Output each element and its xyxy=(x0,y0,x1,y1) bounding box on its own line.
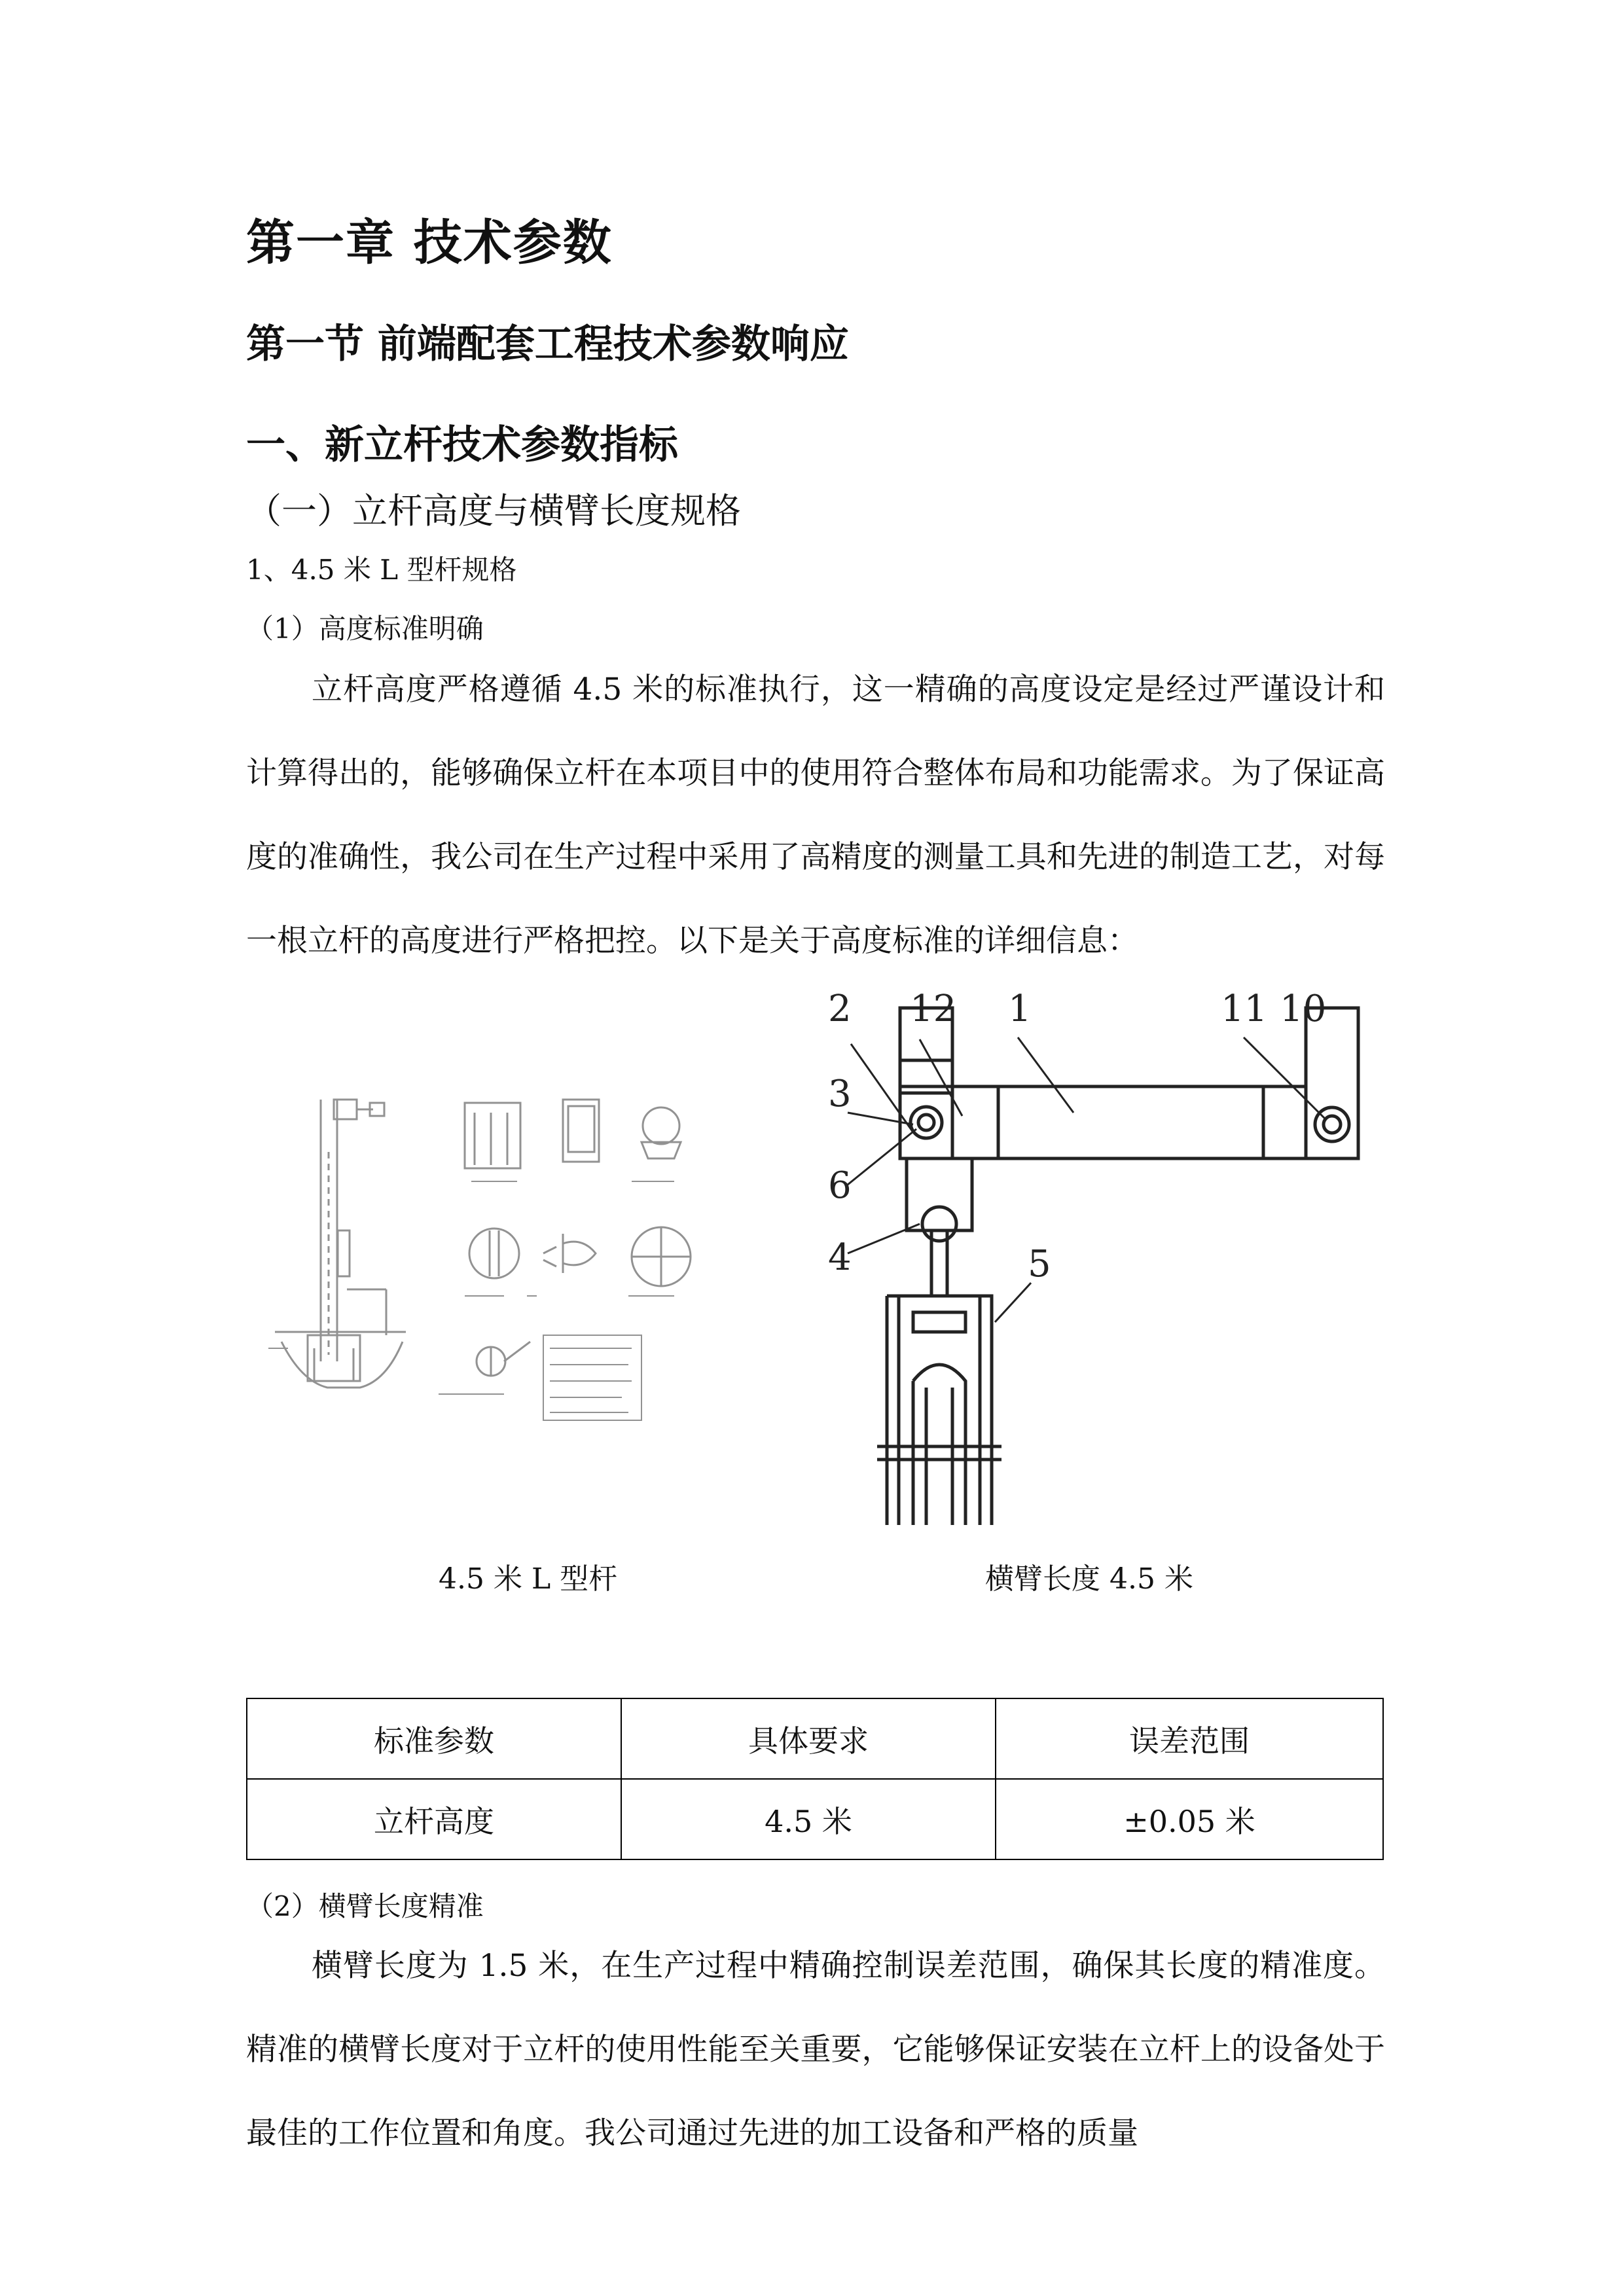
point2-title: （2）横臂长度精准 xyxy=(246,1890,484,1922)
subsection-title: 一、新立杆技术参数指标 xyxy=(246,422,678,468)
table-header-row xyxy=(247,1698,1383,1779)
label-10: 10 xyxy=(1280,988,1327,1030)
table-header-cell: 具体要求 xyxy=(621,1698,996,1779)
paragraph-2 xyxy=(246,1924,1385,2176)
height-spec-table xyxy=(246,1698,1384,1860)
point1-title: （1）高度标准明确 xyxy=(246,613,484,645)
paragraph-1 xyxy=(246,648,1385,983)
table-header-cell: 误差范围 xyxy=(996,1698,1383,1779)
label-3: 3 xyxy=(828,1073,852,1115)
table-cell: ±0.05 米 xyxy=(996,1779,1383,1859)
table-cell: 4.5 米 xyxy=(621,1779,996,1859)
label-12: 12 xyxy=(910,988,957,1030)
paragraph-1-text: 立杆高度严格遵循 4.5 米的标准执行，这一精确的高度设定是经过严谨设计和计算得出的，能够确保立杆在本项目中的使用符合整体布局和功能需求。为了保证高度的准确性，我公司在生产过程中采用了高精度的测量工具和先进的制造工艺，对每一根立杆的高度进行严格把控。以下是关于高度标准的详细信息： xyxy=(246,672,1385,959)
paragraph-2-text: 横臂长度为 1.5 米，在生产过程中精确控制误差范围，确保其长度的精准度。精准的横臂长度对于立杆的使用性能至关重要，它能够保证安装在立杆上的设备处于最佳的工作位置和角度。我公司通过先进的加工设备和严格的质量 xyxy=(246,1948,1385,2151)
label-6: 6 xyxy=(828,1164,852,1207)
subitem-title: 1、4.5 米 L 型杆规格 xyxy=(246,554,517,586)
label-11: 11 xyxy=(1221,988,1268,1030)
item-title: （一）立杆高度与横臂长度规格 xyxy=(246,490,741,531)
label-1: 1 xyxy=(1008,988,1032,1030)
table-cell: 立杆高度 xyxy=(247,1779,621,1859)
table-row xyxy=(247,1779,1383,1859)
chapter-title: 第一章 技术参数 xyxy=(246,215,613,271)
label-2: 2 xyxy=(828,988,852,1030)
section-title: 第一节 前端配套工程技术参数响应 xyxy=(246,321,849,367)
table-header-cell: 标准参数 xyxy=(247,1698,621,1779)
label-5: 5 xyxy=(1028,1243,1051,1285)
l-pole-drawing xyxy=(255,1073,779,1440)
right-figure-caption: 横臂长度 4.5 米 xyxy=(985,1562,1193,1596)
left-figure-caption: 4.5 米 L 型杆 xyxy=(439,1562,618,1596)
cross-arm-drawing xyxy=(821,982,1398,1551)
label-4: 4 xyxy=(828,1236,852,1279)
